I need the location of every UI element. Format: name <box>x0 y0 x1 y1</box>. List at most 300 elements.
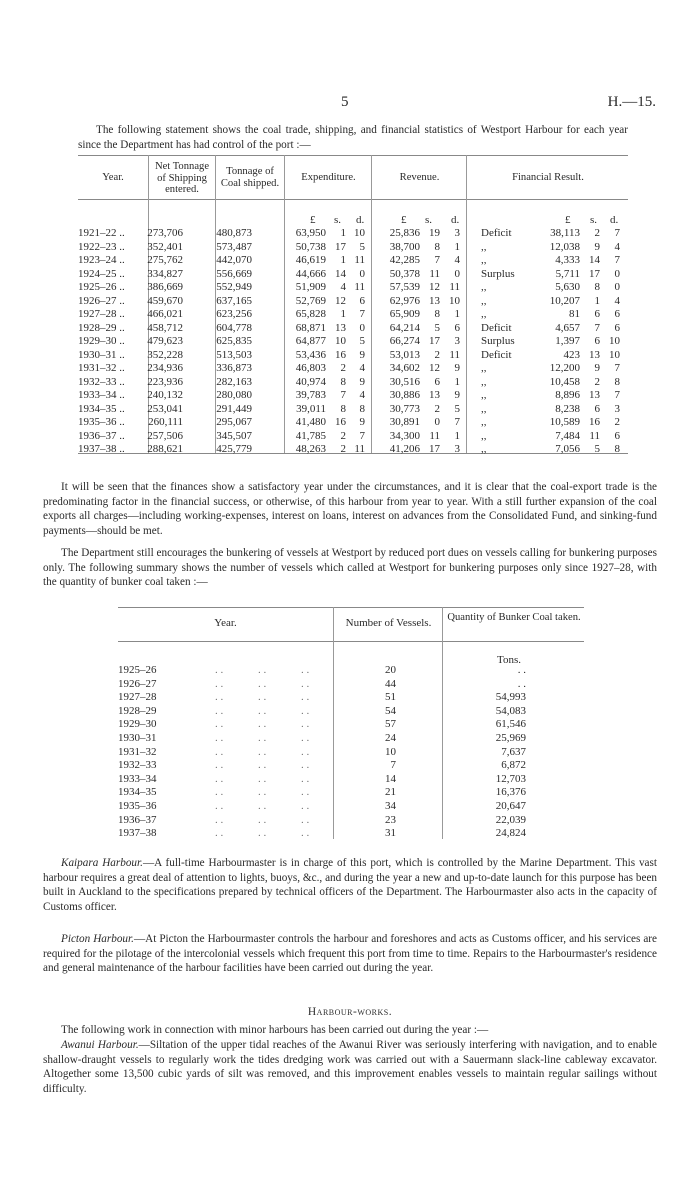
dot-leader: . . <box>215 732 224 744</box>
result-pence-cell: 6 <box>614 308 620 320</box>
bunker-coal-cell: 7,637 <box>501 745 526 758</box>
result-shillings-cell: 2 <box>594 227 600 239</box>
dot-leader: . . <box>258 827 267 840</box>
table-row <box>0 268 700 282</box>
net-tonnage-cell: 334,827 <box>147 267 183 280</box>
result-shillings-cell: 11 <box>589 429 600 442</box>
vessels-cell: 14 <box>385 772 396 785</box>
bunker-coal-cell: 25,969 <box>495 732 526 744</box>
year-cell: 1937–38 <box>118 827 157 840</box>
revenue-shillings-cell: 12 <box>429 281 440 293</box>
vessels-cell: 20 <box>385 664 396 676</box>
coal-shipped-cell: 552,949 <box>216 281 252 293</box>
year-cell: 1921–22 .. <box>78 227 125 239</box>
net-tonnage-cell: 275,762 <box>147 254 183 266</box>
table-row <box>0 281 700 295</box>
net-tonnage-cell: 352,228 <box>147 348 183 361</box>
expenditure-shillings-cell: 1 <box>340 254 346 266</box>
coal-shipped-cell: 556,669 <box>216 267 252 280</box>
expenditure-pounds-cell: 41,480 <box>295 416 326 428</box>
table-row <box>0 227 700 241</box>
table-row <box>0 746 700 760</box>
expenditure-pence-cell: 4 <box>359 389 365 401</box>
year-cell: 1932–33 .. <box>78 375 125 388</box>
result-pounds-cell: 38,113 <box>550 227 580 239</box>
result-pounds-cell: 10,589 <box>549 416 580 428</box>
dot-leader: . . <box>215 718 224 731</box>
net-tonnage-cell: 386,669 <box>147 281 183 293</box>
result-pounds-cell: 7,484 <box>555 429 580 442</box>
expenditure-pence-cell: 4 <box>359 362 365 374</box>
dot-leader: . . <box>258 813 267 826</box>
year-cell: 1936–37 .. <box>78 429 125 442</box>
year-cell: 1934–35 .. <box>78 402 125 415</box>
header-number-of-vessels: Number of Vessels. <box>345 617 432 629</box>
expenditure-pence-cell: 9 <box>359 416 365 428</box>
expenditure-shillings-cell: 17 <box>335 240 346 253</box>
revenue-pence-cell: 1 <box>454 240 460 253</box>
result-type-cell: ,, <box>481 254 487 266</box>
coal-shipped-cell: 282,163 <box>216 375 252 388</box>
tons-unit: Tons. <box>497 654 521 666</box>
expenditure-shillings-cell: 1 <box>340 227 346 239</box>
expenditure-pounds-cell: 40,974 <box>295 375 326 388</box>
result-pence-cell: 7 <box>614 254 620 266</box>
result-pence-cell: 6 <box>614 321 620 334</box>
result-shillings-cell: 13 <box>589 348 600 361</box>
vessels-cell: 21 <box>385 786 396 799</box>
year-cell: 1924–25 .. <box>78 267 125 280</box>
result-shillings-cell: 6 <box>594 308 600 320</box>
bunker-coal-cell: 22,039 <box>495 813 526 826</box>
year-cell: 1926–27 <box>118 677 157 690</box>
bunkering-paragraph: The Department still encourages the bunkering of vessels at Westport by reduced port dues on vessels calling for bunkering purposes only. The following summary shows the number of vessels which called at Westport for bunkering purposes only since 1927–28, with the quantity of bunker coal taken :— <box>43 547 657 589</box>
pence-unit: d. <box>610 214 619 226</box>
table-row <box>0 403 700 417</box>
dot-leader: . . <box>258 677 267 690</box>
result-pounds-cell: 4,333 <box>555 254 580 266</box>
pounds-unit: £ <box>310 214 316 226</box>
result-type-cell: Deficit <box>481 227 512 239</box>
header-expenditure: Expenditure. <box>301 172 356 183</box>
revenue-shillings-cell: 11 <box>429 429 440 442</box>
awanui-paragraph: Awanui Harbour.—Siltation of the upper tidal reaches of the Awanui River was seriously interfering with navigation, and to enable shallow-draught vessels to regularly work the tides dredging work was carried out with a Sauermann slack-line cableway excavator. Altogether some 13,500 cubic yards of silt was removed, and this improvement enables vessels to maintain regular sailings without difficulty. <box>43 1039 657 1095</box>
result-pounds-cell: 8,896 <box>555 389 580 401</box>
result-type-cell: Deficit <box>481 321 512 334</box>
year-cell: 1923–24 .. <box>78 254 125 266</box>
dot-leader: . . <box>215 759 224 772</box>
result-pence-cell: 7 <box>614 227 620 239</box>
result-pounds-cell: 12,038 <box>549 240 580 253</box>
year-cell: 1930–31 <box>118 732 157 744</box>
result-pence-cell: 2 <box>614 416 620 428</box>
net-tonnage-cell: 260,111 <box>148 416 183 428</box>
page-number: 5 <box>341 94 349 110</box>
expenditure-pence-cell: 5 <box>359 335 365 347</box>
result-pence-cell: 6 <box>614 429 620 442</box>
result-type-cell: ,, <box>481 429 487 442</box>
header-year: Year. <box>102 172 124 183</box>
revenue-shillings-cell: 6 <box>434 375 440 388</box>
net-tonnage-cell: 458,712 <box>147 321 183 334</box>
table-row <box>0 800 700 814</box>
dot-leader: . . <box>215 745 224 758</box>
coal-shipped-cell: 625,835 <box>216 335 252 347</box>
result-type-cell: Deficit <box>481 348 512 361</box>
header-year: Year. <box>214 617 237 629</box>
kaipara-paragraph: Kaipara Harbour.—A full-time Harbourmaster is in charge of this port, which is controlled by the Marine Department. This vast harbour requires a great deal of attention to lights, buoys, &c., and during the year a new and up-to-date launch for this purpose has been built in Auckland to the specifications prepared by technical officers of the Department. The Harbourmaster also acts in the capacity of Customs officer. <box>43 857 657 913</box>
intro-paragraph: The following statement shows the coal trade, shipping, and financial statistics of Westport Harbour for each year since the Department has had control of the port :— <box>78 124 628 151</box>
year-cell: 1922–23 .. <box>78 240 125 253</box>
revenue-shillings-cell: 13 <box>429 389 440 401</box>
table-row <box>0 308 700 322</box>
works-intro-paragraph: The following work in connection with minor harbours has been carried out during the year :— <box>61 1024 489 1036</box>
expenditure-pence-cell: 11 <box>354 443 365 455</box>
coal-shipped-cell: 480,873 <box>216 227 252 239</box>
expenditure-pounds-cell: 39,783 <box>295 389 326 401</box>
table-rule <box>118 607 584 608</box>
expenditure-pence-cell: 8 <box>359 402 365 415</box>
year-cell: 1929–30 .. <box>78 335 125 347</box>
coal-shipped-cell: 336,873 <box>216 362 252 374</box>
result-pence-cell: 4 <box>614 294 620 307</box>
revenue-pence-cell: 9 <box>454 362 460 374</box>
result-pounds-cell: 1,397 <box>555 335 580 347</box>
table-row <box>0 691 700 705</box>
result-shillings-cell: 2 <box>594 375 600 388</box>
result-shillings-cell: 13 <box>589 389 600 401</box>
expenditure-pounds-cell: 63,950 <box>295 227 326 239</box>
revenue-shillings-cell: 17 <box>429 443 440 455</box>
result-type-cell: ,, <box>481 294 487 307</box>
revenue-shillings-cell: 2 <box>434 348 440 361</box>
table-row <box>0 773 700 787</box>
dot-leader: . . <box>215 691 224 704</box>
dot-leader: . . <box>258 745 267 758</box>
result-pounds-cell: 5,630 <box>555 281 580 293</box>
expenditure-pounds-cell: 39,011 <box>296 402 326 415</box>
header-financial-result: Financial Result. <box>512 172 584 183</box>
coal-shipped-cell: 295,067 <box>216 416 252 428</box>
table-row <box>0 416 700 430</box>
kaipara-title: Kaipara Harbour. <box>61 857 143 869</box>
result-shillings-cell: 9 <box>594 240 600 253</box>
expenditure-pence-cell: 7 <box>359 429 365 442</box>
result-shillings-cell: 1 <box>594 294 600 307</box>
revenue-pence-cell: 10 <box>449 294 460 307</box>
vessels-cell: 34 <box>385 800 396 812</box>
dot-leader: . . <box>258 704 267 717</box>
year-cell: 1935–36 <box>118 800 157 812</box>
vessels-cell: 10 <box>385 745 396 758</box>
net-tonnage-cell: 273,706 <box>147 227 183 239</box>
expenditure-pounds-cell: 65,828 <box>295 308 326 320</box>
revenue-pounds-cell: 50,378 <box>389 267 420 280</box>
revenue-pounds-cell: 34,602 <box>389 362 420 374</box>
expenditure-shillings-cell: 1 <box>340 308 346 320</box>
revenue-pence-cell: 1 <box>454 308 460 320</box>
result-pence-cell: 3 <box>614 402 620 415</box>
result-type-cell: ,, <box>481 416 487 428</box>
revenue-shillings-cell: 19 <box>429 227 440 239</box>
expenditure-pence-cell: 9 <box>359 375 365 388</box>
result-shillings-cell: 16 <box>589 416 600 428</box>
revenue-pounds-cell: 42,285 <box>389 254 420 266</box>
dot-leader: . . <box>301 718 310 731</box>
result-type-cell: ,, <box>481 443 487 455</box>
revenue-pence-cell: 11 <box>449 281 460 293</box>
result-shillings-cell: 7 <box>594 321 600 334</box>
year-cell: 1935–36 .. <box>78 416 125 428</box>
vessels-cell: 51 <box>385 691 396 704</box>
dot-leader: . . <box>301 677 310 690</box>
net-tonnage-cell: 466,021 <box>147 308 183 320</box>
expenditure-shillings-cell: 2 <box>340 429 346 442</box>
revenue-pounds-cell: 30,773 <box>389 402 420 415</box>
bunker-coal-cell: . . <box>517 664 526 676</box>
table-row <box>0 705 700 719</box>
coal-shipped-cell: 623,256 <box>216 308 252 320</box>
expenditure-shillings-cell: 8 <box>340 375 346 388</box>
expenditure-pounds-cell: 52,769 <box>295 294 326 307</box>
expenditure-shillings-cell: 7 <box>340 389 346 401</box>
shillings-unit: s. <box>590 214 598 226</box>
vessels-cell: 57 <box>385 718 396 731</box>
result-pence-cell: 7 <box>614 389 620 401</box>
vessels-cell: 31 <box>385 827 396 840</box>
expenditure-shillings-cell: 14 <box>335 267 346 280</box>
revenue-shillings-cell: 8 <box>434 240 440 253</box>
dot-leader: . . <box>301 772 310 785</box>
header-revenue: Revenue. <box>399 172 440 183</box>
table-row <box>0 322 700 336</box>
expenditure-pence-cell: 11 <box>354 254 365 266</box>
bunker-coal-cell: 12,703 <box>495 772 526 785</box>
year-cell: 1937–38 .. <box>78 443 125 455</box>
result-pounds-cell: 8,238 <box>555 402 580 415</box>
dot-leader: . . <box>301 664 310 676</box>
expenditure-pounds-cell: 48,263 <box>295 443 326 455</box>
coal-shipped-cell: 637,165 <box>216 294 252 307</box>
revenue-pounds-cell: 57,539 <box>389 281 420 293</box>
result-shillings-cell: 9 <box>594 362 600 374</box>
revenue-pounds-cell: 66,274 <box>389 335 420 347</box>
revenue-shillings-cell: 12 <box>429 362 440 374</box>
dot-leader: . . <box>258 732 267 744</box>
net-tonnage-cell: 240,132 <box>147 389 183 401</box>
bunker-coal-cell: 20,647 <box>495 800 526 812</box>
table-rule <box>118 641 584 642</box>
expenditure-pounds-cell: 53,436 <box>295 348 326 361</box>
result-type-cell: ,, <box>481 308 487 320</box>
dot-leader: . . <box>258 759 267 772</box>
net-tonnage-cell: 352,401 <box>147 240 183 253</box>
result-pounds-cell: 12,200 <box>549 362 580 374</box>
vessels-cell: 44 <box>385 677 396 690</box>
result-type-cell: Surplus <box>481 267 515 280</box>
result-type-cell: ,, <box>481 402 487 415</box>
revenue-shillings-cell: 17 <box>429 335 440 347</box>
revenue-shillings-cell: 0 <box>434 416 440 428</box>
result-pounds-cell: 4,657 <box>555 321 580 334</box>
year-cell: 1928–29 .. <box>78 321 125 334</box>
revenue-shillings-cell: 7 <box>434 254 440 266</box>
dot-leader: . . <box>258 800 267 812</box>
result-type-cell: ,, <box>481 240 487 253</box>
harbour-works-heading: Harbour-works. <box>307 1006 393 1018</box>
coal-shipped-cell: 573,487 <box>216 240 252 253</box>
expenditure-pounds-cell: 51,909 <box>295 281 326 293</box>
dot-leader: . . <box>215 772 224 785</box>
pence-unit: d. <box>451 214 460 226</box>
table-row <box>0 443 700 457</box>
shillings-unit: s. <box>334 214 342 226</box>
year-cell: 1933–34 .. <box>78 389 125 401</box>
net-tonnage-cell: 223,936 <box>147 375 183 388</box>
bunker-coal-cell: 61,546 <box>495 718 526 731</box>
table-row <box>0 786 700 800</box>
header-net-tonnage: Net Tonnage of Shipping entered. <box>154 161 210 195</box>
revenue-pence-cell: 6 <box>454 321 460 334</box>
expenditure-shillings-cell: 4 <box>340 281 346 293</box>
revenue-shillings-cell: 11 <box>429 267 440 280</box>
year-cell: 1933–34 <box>118 772 157 785</box>
revenue-pounds-cell: 41,206 <box>389 443 420 455</box>
picton-title: Picton Harbour. <box>61 933 134 945</box>
revenue-pence-cell: 3 <box>454 227 460 239</box>
revenue-pence-cell: 3 <box>454 443 460 455</box>
expenditure-pounds-cell: 46,619 <box>295 254 326 266</box>
table-row <box>0 241 700 255</box>
revenue-shillings-cell: 2 <box>434 402 440 415</box>
year-cell: 1927–28 .. <box>78 308 125 320</box>
result-shillings-cell: 14 <box>589 254 600 266</box>
year-cell: 1930–31 .. <box>78 348 125 361</box>
result-pence-cell: 7 <box>614 362 620 374</box>
result-pounds-cell: 5,711 <box>555 267 580 280</box>
result-pence-cell: 10 <box>609 335 620 347</box>
net-tonnage-cell: 253,041 <box>147 402 183 415</box>
year-cell: 1925–26 .. <box>78 281 125 293</box>
pence-unit: d. <box>356 214 365 226</box>
revenue-pence-cell: 7 <box>454 416 460 428</box>
dot-leader: . . <box>258 786 267 799</box>
dot-leader: . . <box>301 786 310 799</box>
result-pounds-cell: 10,458 <box>549 375 580 388</box>
dot-leader: . . <box>301 827 310 840</box>
net-tonnage-cell: 459,670 <box>147 294 183 307</box>
table-row <box>0 430 700 444</box>
coal-shipped-cell: 345,507 <box>216 429 252 442</box>
revenue-pence-cell: 11 <box>449 348 460 361</box>
dot-leader: . . <box>215 664 224 676</box>
revenue-pence-cell: 0 <box>454 267 460 280</box>
awanui-title: Awanui Harbour. <box>61 1039 139 1051</box>
revenue-pence-cell: 4 <box>454 254 460 266</box>
result-pounds-cell: 10,207 <box>549 294 580 307</box>
coal-shipped-cell: 425,779 <box>216 443 252 455</box>
year-cell: 1932–33 <box>118 759 157 772</box>
dot-leader: . . <box>301 732 310 744</box>
expenditure-shillings-cell: 8 <box>340 402 346 415</box>
expenditure-shillings-cell: 2 <box>340 443 346 455</box>
table-row <box>0 718 700 732</box>
expenditure-pounds-cell: 41,785 <box>295 429 326 442</box>
dot-leader: . . <box>301 745 310 758</box>
bunker-coal-cell: 16,376 <box>495 786 526 799</box>
expenditure-shillings-cell: 12 <box>335 294 346 307</box>
units-row <box>0 214 700 228</box>
result-shillings-cell: 5 <box>594 443 600 455</box>
dot-leader: . . <box>215 704 224 717</box>
coal-shipped-cell: 442,070 <box>216 254 252 266</box>
dot-leader: . . <box>215 786 224 799</box>
revenue-pounds-cell: 30,891 <box>389 416 420 428</box>
dot-leader: . . <box>215 827 224 840</box>
dot-leader: . . <box>215 813 224 826</box>
pounds-unit: £ <box>565 214 571 226</box>
net-tonnage-cell: 257,506 <box>147 429 183 442</box>
bunker-coal-cell: 54,083 <box>495 704 526 717</box>
year-cell: 1934–35 <box>118 786 157 799</box>
picton-paragraph: Picton Harbour.—At Picton the Harbourmaster controls the harbour and foreshores and acts as Customs officer, and his services are required for the pilotage of the intercolonial vessels which frequent this port from time to time. Repairs to the Harbourmaster's residence and general maintenance of the harbour facilities have been carried out during the year. <box>43 933 657 975</box>
revenue-pence-cell: 1 <box>454 429 460 442</box>
revenue-pounds-cell: 64,214 <box>389 321 420 334</box>
result-type-cell: ,, <box>481 389 487 401</box>
expenditure-pounds-cell: 50,738 <box>295 240 326 253</box>
year-cell: 1925–26 <box>118 664 157 676</box>
table-row <box>0 814 700 828</box>
dot-leader: . . <box>215 677 224 690</box>
table-rule <box>78 155 628 156</box>
expenditure-shillings-cell: 16 <box>335 416 346 428</box>
revenue-pounds-cell: 62,976 <box>389 294 420 307</box>
expenditure-shillings-cell: 2 <box>340 362 346 374</box>
revenue-pence-cell: 9 <box>454 389 460 401</box>
net-tonnage-cell: 234,936 <box>147 362 183 374</box>
net-tonnage-cell: 479,623 <box>147 335 183 347</box>
table-row <box>0 759 700 773</box>
result-pence-cell: 8 <box>614 443 620 455</box>
result-shillings-cell: 8 <box>594 281 600 293</box>
dot-leader: . . <box>301 704 310 717</box>
expenditure-shillings-cell: 16 <box>335 348 346 361</box>
pounds-unit: £ <box>401 214 407 226</box>
expenditure-pounds-cell: 68,871 <box>295 321 326 334</box>
result-type-cell: Surplus <box>481 335 515 347</box>
year-cell: 1931–32 <box>118 745 157 758</box>
revenue-pounds-cell: 25,836 <box>389 227 420 239</box>
dot-leader: . . <box>258 772 267 785</box>
result-pounds-cell: 7,056 <box>555 443 580 455</box>
revenue-shillings-cell: 8 <box>434 308 440 320</box>
dot-leader: . . <box>258 664 267 676</box>
expenditure-pence-cell: 6 <box>359 294 365 307</box>
table-row <box>0 295 700 309</box>
dot-leader: . . <box>258 718 267 731</box>
result-pence-cell: 4 <box>614 240 620 253</box>
coal-shipped-cell: 280,080 <box>216 389 252 401</box>
table-row <box>0 678 700 692</box>
coal-shipped-cell: 291,449 <box>216 402 252 415</box>
result-pounds-cell: 423 <box>563 348 580 361</box>
dot-leader: . . <box>301 691 310 704</box>
revenue-pence-cell: 5 <box>454 402 460 415</box>
result-type-cell: ,, <box>481 281 487 293</box>
vessels-cell: 24 <box>385 732 396 744</box>
bunker-coal-cell: 6,872 <box>501 759 526 772</box>
expenditure-pounds-cell: 46,803 <box>295 362 326 374</box>
